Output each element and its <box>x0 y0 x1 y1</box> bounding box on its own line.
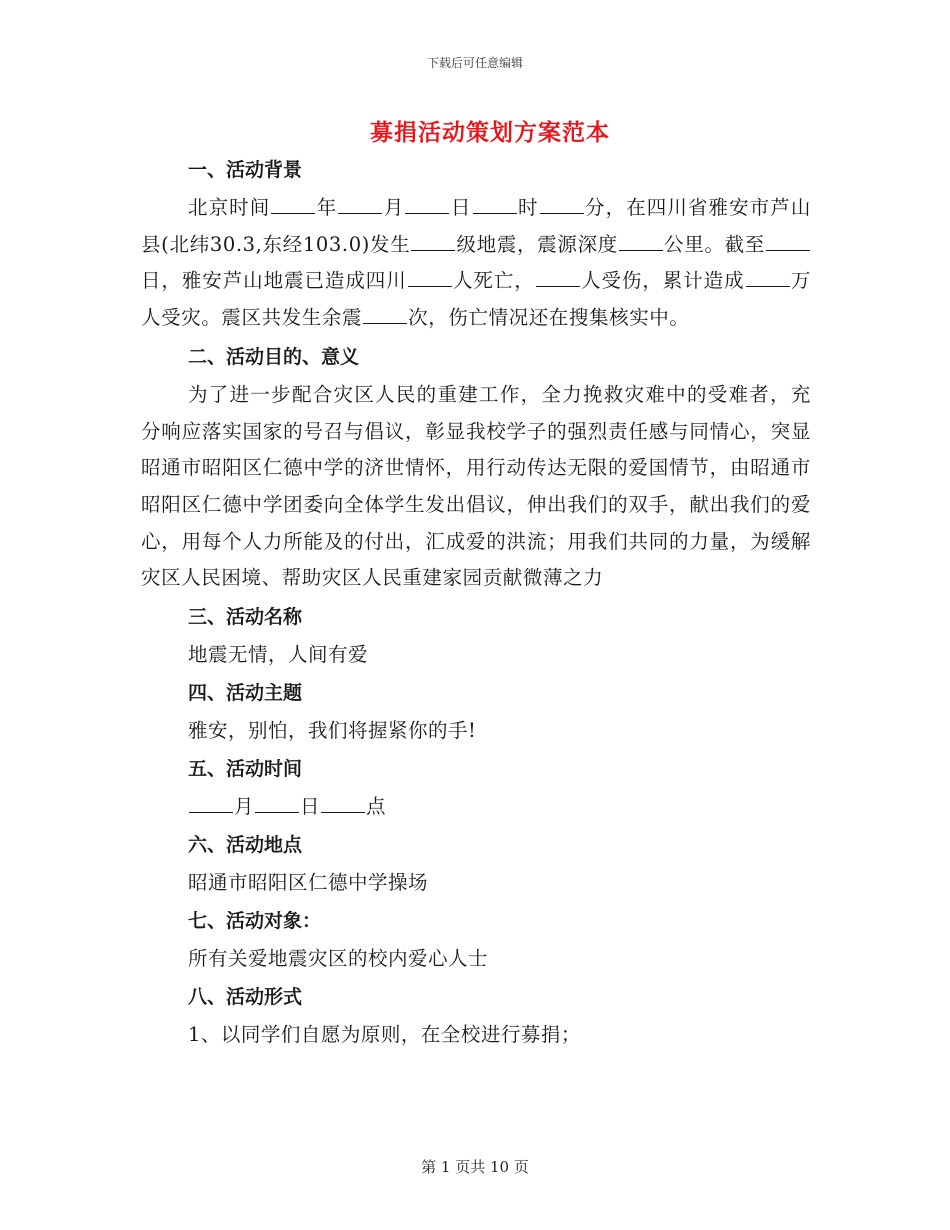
section-heading-format: 八、活动形式 <box>188 986 303 1009</box>
fill-blank <box>271 212 315 214</box>
section-heading-purpose: 二、活动目的、意义 <box>188 345 360 368</box>
fill-blank <box>411 249 455 251</box>
background-paragraph: 北京时间 年 月 日 时 分，在四川省雅安市芦山县(北纬30.3,东经103.0)发生 级地震，震源深度 公里。截至日，雅安芦山地震已造成四川 人死亡， 人受伤，累计造成 万人受灾。震区共发生余震 次，伤亡情况还在搜集核实中。 <box>141 196 811 330</box>
activity-theme-text: 雅安，别怕，我们将握紧你的手! <box>188 719 477 743</box>
fill-blank <box>766 249 810 251</box>
purpose-paragraph: 为了进一步配合灾区人民的重建工作，全力挽救灾难中的受难者，充分响应落实国家的号召与倡议，彰显我校学子的强烈责任感与同情心，突显昭通市昭阳区仁德中学的济世情怀，用行动传达无限的爱国情节，由昭通市昭阳区仁德中学团委向全体学生发出倡议，伸出我们的双手，献出我们的爱心，用每个人力所能及的付出，汇成爱的洪流；用我们共同的力量，为缓解灾区人民困境、帮助灾区人民重建家园贡献微薄之力 <box>141 382 811 590</box>
activity-audience-text: 所有关爱地震灾区的校内爱心人士 <box>188 947 489 971</box>
fill-blank <box>189 811 233 813</box>
fill-blank <box>405 212 449 214</box>
fill-blank <box>473 212 517 214</box>
fill-blank <box>540 212 584 214</box>
header-note: 下载后可任意编辑 <box>426 56 523 70</box>
section-heading-time: 五、活动时间 <box>188 758 303 781</box>
fill-blank <box>363 322 407 324</box>
fill-blank <box>408 285 452 287</box>
activity-time-text: 月 日 点 <box>141 789 811 825</box>
fill-blank <box>619 249 663 251</box>
fill-blank <box>321 811 365 813</box>
fill-blank <box>338 212 382 214</box>
activity-name-text: 地震无情，人间有爱 <box>188 643 369 667</box>
activity-location-text: 昭通市昭阳区仁德中学操场 <box>188 871 429 895</box>
section-heading-audience: 七、活动对象： <box>188 910 322 933</box>
section-heading-theme: 四、活动主题 <box>188 682 303 705</box>
fill-blank <box>746 285 790 287</box>
fill-blank <box>255 811 299 813</box>
section-heading-location: 六、活动地点 <box>188 834 303 857</box>
section-heading-background: 一、活动背景 <box>188 159 303 181</box>
fill-blank <box>536 285 580 287</box>
document-body <box>141 152 811 1055</box>
activity-format-item: 1、以同学们自愿为原则，在全校进行募捐； <box>188 1023 581 1047</box>
section-heading-name: 三、活动名称 <box>188 606 303 629</box>
document-title: 募捐活动策划方案范本 <box>370 119 610 146</box>
page-number: 第 1 页共 10 页 <box>421 1158 529 1176</box>
